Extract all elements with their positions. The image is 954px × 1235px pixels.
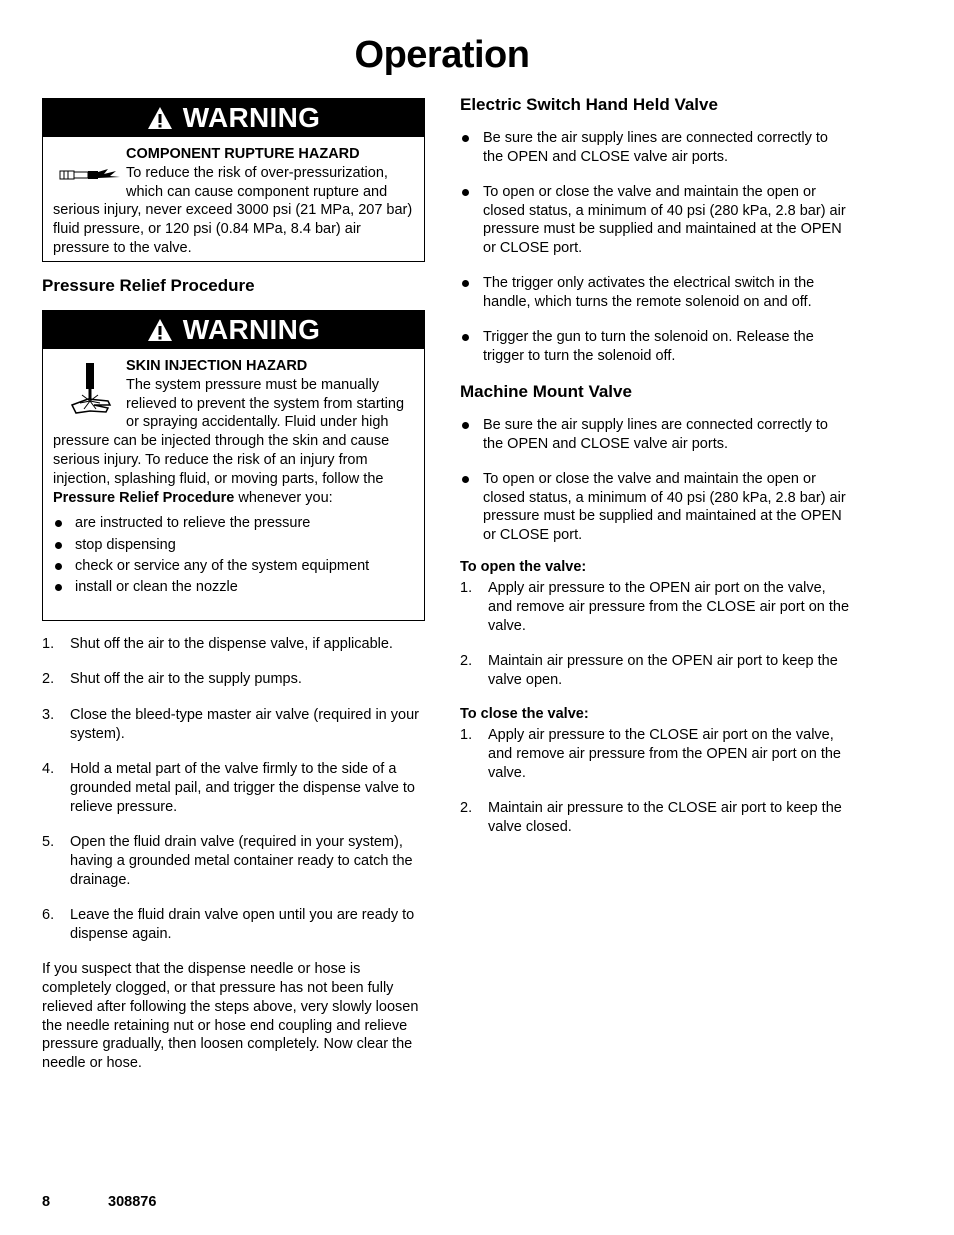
warning-label: WARNING (182, 314, 321, 345)
list-item: 2. Maintain air pressure on the OPEN air port to keep the valve open. (460, 652, 838, 688)
clogged-needle-paragraph: If you suspect that the dispense needle or hose is completely clogged, or that pressure has not been fully relieved after following the steps above, very slowly loosen the needle retaining nut or hose end coupling and relieve pressure gradually, then loosen completely. Now clear the needle or hose. (42, 961, 419, 1072)
warning-header (43, 311, 424, 349)
warning-box-component-rupture (42, 98, 425, 262)
page-title: Operation (354, 34, 530, 76)
skin-injection-icon (53, 357, 126, 417)
list-item: are instructed to relieve the pressure (53, 513, 414, 534)
list-item: 1. Apply air pressure to the OPEN air port on the valve, and remove air pressure from the CLOSE air port on the valve. (460, 580, 850, 634)
list-item: 1. Apply air pressure to the CLOSE air port on the valve, and remove air pressure from the OPEN air port on the valve. (460, 727, 841, 781)
warning-box-skin-injection (42, 310, 425, 621)
pressure-relief-steps (42, 635, 425, 944)
list-item: 3. Close the bleed-type master air valve (required in your system). (42, 706, 419, 742)
hazard-bullet-list (53, 513, 414, 598)
machine-mount-bullets (460, 416, 850, 544)
warning-body (43, 137, 424, 263)
warning-label: WARNING (182, 102, 321, 133)
hazard-title: COMPONENT RUPTURE HAZARD (126, 146, 360, 162)
hazard-text: To reduce the risk of over-pressurization, which can cause component rupture and serious injury, never exceed 3000 psi (21 MPa, 207 bar) fluid pressure, or 120 psi (0.84 MPa, 8.4 bar) air pressure to the valve. (53, 164, 413, 256)
hazard-title: SKIN INJECTION HAZARD (126, 358, 308, 374)
hazard-text: The system pressure must be manually relieved to prevent the system from starting or spraying accidentally. Fluid under high pressure can be injected through the skin and cause serious injury. To reduce the risk of an injury from injection, splashing fluid, or moving parts, follow the Pressure Relief Procedure whenever you: (53, 376, 405, 506)
warning-body (43, 349, 424, 604)
list-item: stop dispensing (53, 535, 414, 556)
page-number: 8 (42, 1194, 51, 1210)
electric-switch-bullets (460, 129, 850, 365)
section-heading-pressure-relief: Pressure Relief Procedure (42, 276, 255, 295)
list-item: Trigger the gun to turn the solenoid on. Release the trigger to turn the solenoid off. (460, 328, 850, 365)
close-valve-steps (460, 726, 850, 837)
pressure-relief-reference: Pressure Relief Procedure (53, 489, 235, 506)
list-item: The trigger only activates the electrical switch in the handle, which turns the remote solenoid on and off. (460, 274, 850, 311)
open-valve-steps (460, 579, 850, 690)
list-item: 2. Maintain air pressure to the CLOSE air port to keep the valve closed. (460, 800, 842, 835)
subheading-close-valve: To close the valve: (460, 706, 589, 723)
pressure-rupture-icon (53, 145, 126, 183)
document-number: 308876 (108, 1194, 157, 1210)
warning-triangle-icon (147, 318, 173, 342)
warning-triangle-icon (147, 106, 173, 130)
page-footer (42, 1194, 156, 1210)
right-column (460, 95, 850, 853)
list-item: install or clean the nozzle (53, 577, 414, 598)
list-item: Be sure the air supply lines are connected correctly to the OPEN and CLOSE valve air ports. (460, 129, 850, 166)
list-item: 1. Shut off the air to the dispense valve, if applicable. (42, 636, 393, 652)
section-heading-electric-switch: Electric Switch Hand Held Valve (460, 95, 718, 114)
list-item: To open or close the valve and maintain the open or closed status, a minimum of 40 psi (280 kPa, 2.8 bar) air pressure must be supplied and maintained at the OPEN or CLOSE port. (460, 470, 850, 544)
list-item: 2. Shut off the air to the supply pumps. (42, 671, 302, 688)
list-item: check or service any of the system equipment (53, 556, 414, 577)
subheading-open-valve: To open the valve: (460, 559, 587, 575)
list-item: To open or close the valve and maintain the open or closed status, a minimum of 40 psi (280 kPa, 2.8 bar) air pressure must be supplied and maintained at the OPEN or CLOSE port. (460, 183, 850, 257)
list-item: 5. Open the fluid drain valve (required in your system), having a grounded metal container ready to catch the drainage. (42, 833, 413, 888)
left-column (42, 98, 425, 1073)
warning-header (43, 99, 424, 137)
section-heading-machine-mount: Machine Mount Valve (460, 382, 632, 401)
list-item: 4. Hold a metal part of the valve firmly to the side of a grounded metal pail, and trigger the dispense valve to relieve pressure. (42, 760, 415, 815)
list-item: Be sure the air supply lines are connected correctly to the OPEN and CLOSE valve air ports. (460, 416, 850, 453)
list-item: 6. Leave the fluid drain valve open until you are ready to dispense again. (42, 906, 415, 942)
